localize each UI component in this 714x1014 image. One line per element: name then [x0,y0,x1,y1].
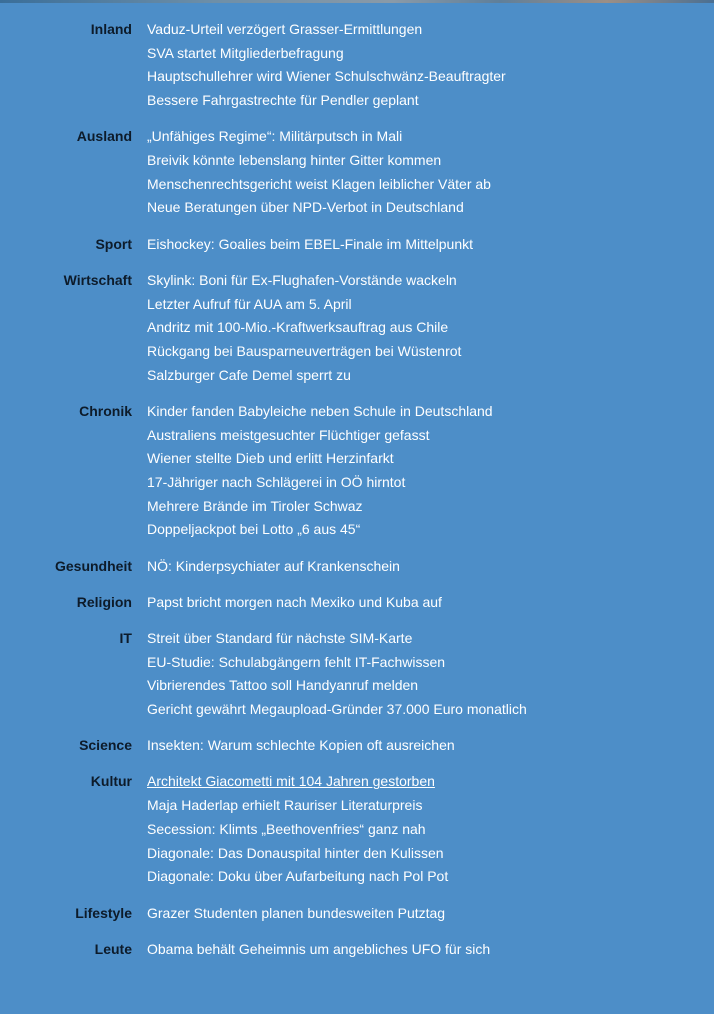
headline-list [147,938,490,962]
news-list [0,18,714,974]
headline-list [147,400,493,542]
headline-list [147,269,461,388]
headline-link[interactable]: „Unfähiges Regime“: Militärputsch in Mali [147,128,403,145]
headline-link[interactable]: Mehrere Brände im Tiroler Schwaz [147,497,363,514]
headline-link[interactable]: Andritz mit 100-Mio.-Kraftwerksauftrag aus Chile [147,319,449,336]
headline-link[interactable]: Wiener stellte Dieb und erlitt Herzinfarkt [147,450,394,467]
section-leute [0,938,714,962]
section-religion [0,591,714,615]
headline-list [147,627,527,722]
section-lifestyle [0,902,714,926]
section-gesundheit [0,555,714,579]
section-sport [0,233,714,257]
headline-link[interactable]: EU-Studie: Schulabgängern fehlt IT-Fachwissen [147,653,446,670]
category-label[interactable]: Sport [95,235,132,252]
headline-link[interactable]: Menschenrechtsgericht weist Klagen leiblicher Väter ab [147,175,491,192]
section-it [0,627,714,722]
headline-link[interactable]: SVA startet Mitgliederbefragung [147,44,344,61]
headline-link[interactable]: Rückgang bei Bausparneuverträgen bei Wüstenrot [147,342,462,359]
headline-link[interactable]: NÖ: Kinderpsychiater auf Krankenschein [147,557,400,574]
headline-link-hovered[interactable]: Architekt Giacometti mit 104 Jahren gestorben [147,773,435,790]
headline-link[interactable]: Bessere Fahrgastrechte für Pendler geplant [147,92,419,109]
headline-link[interactable]: Vaduz-Urteil verzögert Grasser-Ermittlungen [147,21,423,37]
section-kultur [0,770,714,889]
headline-list [147,770,448,889]
headline-link[interactable]: Papst bricht morgen nach Mexiko und Kuba auf [147,593,442,610]
headline-link[interactable]: Diagonale: Doku über Aufarbeitung nach Pol Pot [147,868,449,885]
headline-link[interactable]: Skylink: Boni für Ex-Flughafen-Vorstände wackeln [147,271,457,288]
category-label[interactable]: Religion [76,593,132,610]
category-label[interactable]: Science [79,737,132,754]
headline-link[interactable]: Doppeljackpot bei Lotto „6 aus 45“ [147,521,361,538]
headline-link[interactable]: Gericht gewährt Megaupload-Gründer 37.000 Euro monatlich [147,701,527,718]
headline-link[interactable]: Grazer Studenten planen bundesweiten Putztag [147,904,446,921]
category-label[interactable]: Lifestyle [75,904,132,921]
headline-list [147,233,473,257]
header-image-strip [0,0,714,3]
section-wirtschaft [0,269,714,388]
headline-link[interactable]: Insekten: Warum schlechte Kopien oft ausreichen [147,737,455,754]
headline-link[interactable]: Secession: Klimts „Beethovenfries“ ganz nah [147,820,426,837]
headline-link[interactable]: Neue Beratungen über NPD-Verbot in Deutschland [147,199,464,216]
headline-link[interactable]: Eishockey: Goalies beim EBEL-Finale im Mittelpunkt [147,235,474,252]
headline-link[interactable]: Streit über Standard für nächste SIM-Karte [147,629,413,646]
headline-list [147,734,455,758]
headline-link[interactable]: Salzburger Cafe Demel sperrt zu [147,366,351,383]
category-label[interactable]: Wirtschaft [63,271,132,288]
headline-list [147,902,445,926]
headline-link[interactable]: Letzter Aufruf für AUA am 5. April [147,295,352,312]
section-inland [0,18,714,113]
headline-list [147,555,400,579]
headline-list [147,18,506,113]
headline-link[interactable]: Vibrierendes Tattoo soll Handyanruf melden [147,677,419,694]
headline-link[interactable]: Diagonale: Das Donauspital hinter den Kulissen [147,844,444,861]
headline-list [147,591,442,615]
headline-link[interactable]: Maja Haderlap erhielt Rauriser Literaturpreis [147,797,423,814]
headline-list [147,125,491,220]
category-label[interactable]: Kultur [90,773,132,790]
headline-link[interactable]: Australiens meistgesuchter Flüchtiger gefasst [147,426,430,443]
headline-link[interactable]: Breivik könnte lebenslang hinter Gitter kommen [147,152,442,169]
category-label[interactable]: Ausland [76,128,132,145]
section-ausland [0,125,714,220]
headline-link[interactable]: Obama behält Geheimnis um angebliches UFO für sich [147,940,491,957]
category-label[interactable]: Inland [90,21,132,37]
category-label[interactable]: Leute [94,940,132,957]
headline-link[interactable]: Kinder fanden Babyleiche neben Schule in Deutschland [147,402,493,419]
headline-link[interactable]: 17-Jähriger nach Schlägerei in OÖ hirntot [147,473,406,490]
category-label[interactable]: Gesundheit [54,557,132,574]
section-chronik [0,400,714,542]
category-label[interactable]: IT [119,629,132,646]
section-science [0,734,714,758]
headline-link[interactable]: Hauptschullehrer wird Wiener Schulschwänz-Beauftragter [147,68,506,85]
category-label[interactable]: Chronik [79,402,132,419]
